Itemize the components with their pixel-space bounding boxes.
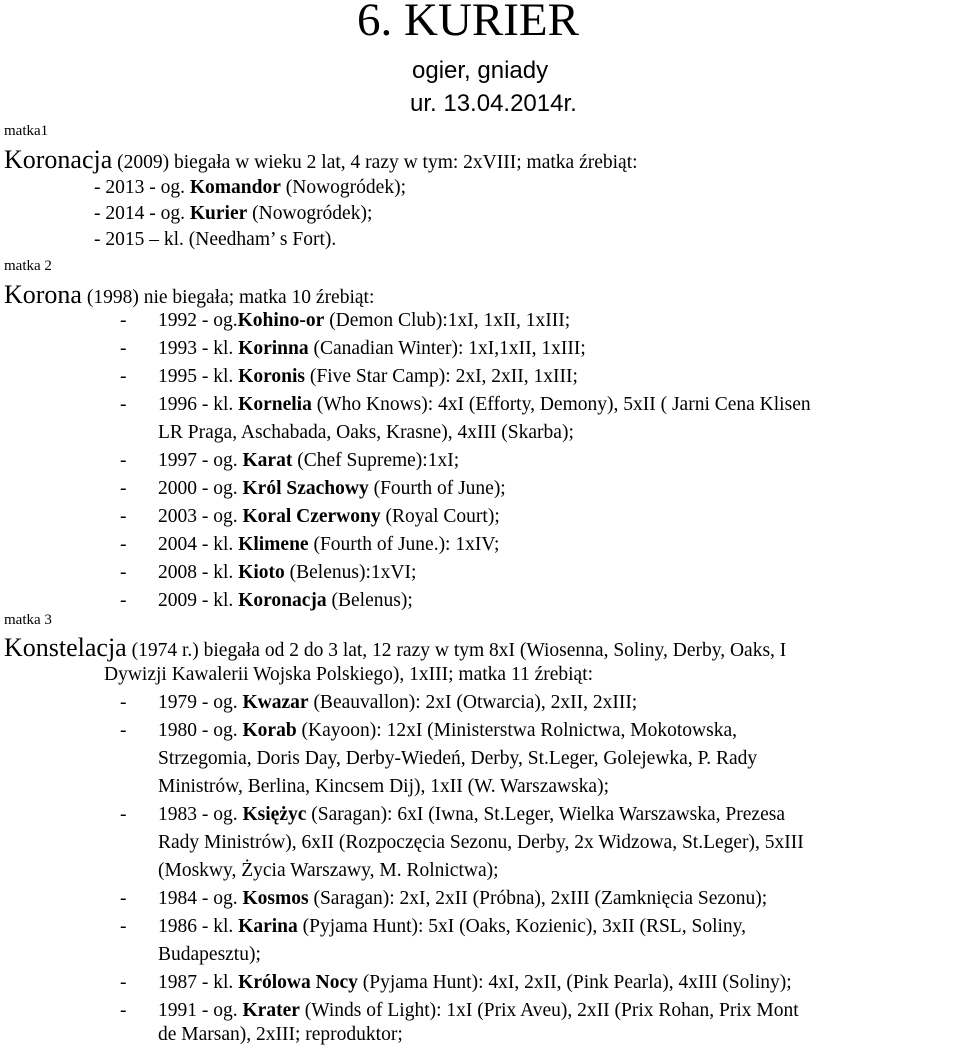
foal-info-continued: Budapesztu); bbox=[158, 944, 261, 965]
foal-name: Kioto bbox=[238, 562, 285, 583]
foal-info: (Canadian Winter): 1xI,1xII, 1xIII; bbox=[308, 338, 586, 359]
dam3-foal bbox=[158, 804, 785, 826]
dam1-heading bbox=[4, 145, 638, 175]
list-dash: - bbox=[120, 916, 127, 937]
foal-info: (Five Star Camp): 2xI, 2xII, 1xIII; bbox=[305, 366, 578, 387]
list-dash: - bbox=[120, 534, 127, 555]
foal-info: (Chef Supreme):1xI; bbox=[292, 450, 460, 471]
list-dash: - bbox=[120, 804, 127, 825]
foal-info: (Pyjama Hunt): 4xI, 2xII, (Pink Pearla), 4xIII (Soliny); bbox=[357, 972, 792, 993]
foal-name: Kurier bbox=[189, 203, 248, 224]
dam3-desc-continued: Dywizji Kawalerii Wojska Polskiego), 1xIII; matka 11 źrebiąt: bbox=[104, 664, 594, 685]
dam1-foal bbox=[94, 177, 406, 199]
foal-info-continued: Strzegomia, Doris Day, Derby-Wiedeń, Derby, St.Leger, Golejewka, P. Rady bbox=[158, 748, 758, 769]
foal-year: 2003 - og. bbox=[158, 506, 243, 527]
foal-info: (Beauvallon): 2xI (Otwarcia), 2xII, 2xIII; bbox=[308, 692, 638, 713]
foal-name: Kohino-or bbox=[237, 310, 325, 331]
foal-info: (Saragan): 6xI (Iwna, St.Leger, Wielka Warszawska, Prezesa bbox=[306, 804, 785, 825]
dam2-foal bbox=[158, 450, 459, 472]
list-dash: - bbox=[120, 720, 127, 741]
foal-name: Królowa Nocy bbox=[238, 972, 358, 993]
foal-info-continued: (Moskwy, Życia Warszawy, M. Rolnictwa); bbox=[158, 860, 499, 881]
foal-year: 2009 - kl. bbox=[158, 590, 239, 611]
foal-year: 1992 - og. bbox=[158, 310, 238, 331]
foal-info: (Belenus):1xVI; bbox=[284, 562, 417, 583]
foal-info: (Demon Club):1xI, 1xII, 1xIII; bbox=[324, 310, 571, 331]
list-dash: - bbox=[120, 972, 127, 993]
foal-year: 1996 - kl. bbox=[158, 394, 239, 415]
foal-name: Kornelia bbox=[238, 394, 312, 415]
list-dash: - bbox=[120, 590, 127, 611]
foal-name: Korab bbox=[242, 720, 297, 741]
foal-info-continued: Ministrów, Berlina, Kincsem Dij), 1xII (W. Warszawska); bbox=[158, 776, 609, 797]
foal-info: (Who Knows): 4xI (Efforty, Demony), 5xII ( Jarni Cena Klisen bbox=[311, 394, 811, 415]
list-dash: - bbox=[120, 450, 127, 471]
foal-info-continued: de Marsan), 2xIII; reproduktor; bbox=[158, 1024, 403, 1045]
dam2-foal bbox=[158, 478, 506, 500]
foal-year: 1983 - og. bbox=[158, 804, 243, 825]
foal-year: 1980 - og. bbox=[158, 720, 243, 741]
dam2-label: matka 2 bbox=[4, 258, 52, 274]
foal-info: (Fourth of June.): 1xIV; bbox=[308, 534, 500, 555]
foal-year: 2004 - kl. bbox=[158, 534, 239, 555]
foal-name: Klimene bbox=[238, 534, 309, 555]
foal-info: (Fourth of June); bbox=[368, 478, 506, 499]
foal-name: Karat bbox=[242, 450, 293, 471]
foal-name: Koral Czerwony bbox=[242, 506, 381, 527]
foal-info: (Pyjama Hunt): 5xI (Oaks, Kozienic), 3xII (RSL, Soliny, bbox=[297, 916, 747, 937]
list-dash: - bbox=[120, 888, 127, 909]
foal-name: Karina bbox=[238, 916, 298, 937]
horse-birthdate: ur. 13.04.2014r. bbox=[410, 90, 577, 117]
dam3-foal bbox=[158, 888, 767, 910]
foal-year: 1987 - kl. bbox=[158, 972, 239, 993]
foal-info: (Saragan): 2xI, 2xII (Próbna), 2xIII (Zamknięcia Sezonu); bbox=[308, 888, 768, 909]
foal-name: Korinna bbox=[238, 338, 309, 359]
dam2-foal bbox=[158, 366, 578, 388]
foal-info: (Kayoon): 12xI (Ministerstwa Rolnictwa, Mokotowska, bbox=[296, 720, 737, 741]
dam1-label: matka1 bbox=[4, 123, 49, 139]
foal-info: (Royal Court); bbox=[380, 506, 500, 527]
foal-info: (Nowogródek); bbox=[247, 203, 373, 224]
foal-year: 1991 - og. bbox=[158, 1000, 243, 1021]
dam2-foal bbox=[158, 590, 413, 612]
foal-year: 1993 - kl. bbox=[158, 338, 239, 359]
page-title: 6. KURIER bbox=[357, 0, 579, 46]
dam3-foal bbox=[158, 692, 637, 714]
foal-name: Krater bbox=[242, 1000, 300, 1021]
dam3-label: matka 3 bbox=[4, 612, 52, 628]
dam3-foal bbox=[158, 916, 746, 938]
foal-year: - 2014 - og. bbox=[94, 203, 190, 224]
dam2-desc: (1998) nie biegała; matka 10 źrebiąt: bbox=[81, 287, 375, 308]
foal-name: Król Szachowy bbox=[242, 478, 369, 499]
foal-year: 1984 - og. bbox=[158, 888, 243, 909]
foal-year: - 2015 – kl. (Needham’ s Fort). bbox=[94, 229, 337, 250]
horse-sex-color: ogier, gniady bbox=[412, 57, 549, 84]
dam2-foal bbox=[158, 562, 416, 584]
dam2-heading bbox=[4, 280, 374, 310]
dam2-foal bbox=[158, 534, 499, 556]
dam2-foal bbox=[158, 310, 570, 332]
list-dash: - bbox=[120, 366, 127, 387]
dam1-name: Koronacja bbox=[4, 145, 113, 174]
dam1-desc: (2009) biegała w wieku 2 lat, 4 razy w tym: 2xVIII; matka źrebiąt: bbox=[112, 152, 638, 173]
foal-year: 1979 - og. bbox=[158, 692, 243, 713]
foal-year: - 2013 - og. bbox=[94, 177, 190, 198]
list-dash: - bbox=[120, 506, 127, 527]
dam1-foal bbox=[94, 229, 336, 251]
dam3-foal bbox=[158, 720, 737, 742]
dam2-foal bbox=[158, 394, 811, 416]
foal-year: 1986 - kl. bbox=[158, 916, 239, 937]
dam3-foal bbox=[158, 972, 792, 994]
foal-name: Księżyc bbox=[242, 804, 307, 825]
foal-info: (Belenus); bbox=[326, 590, 413, 611]
foal-name: Komandor bbox=[189, 177, 281, 198]
foal-year: 2000 - og. bbox=[158, 478, 243, 499]
foal-name: Kosmos bbox=[242, 888, 309, 909]
foal-year: 1997 - og. bbox=[158, 450, 243, 471]
dam3-desc: (1974 r.) biegała od 2 do 3 lat, 12 razy w tym 8xI (Wiosenna, Soliny, Derby, Oaks, I bbox=[126, 640, 787, 661]
foal-info: (Winds of Light): 1xI (Prix Aveu), 2xII (Prix Rohan, Prix Mont bbox=[299, 1000, 799, 1021]
dam3-name: Konstelacja bbox=[4, 633, 127, 662]
dam3-foal bbox=[158, 1000, 799, 1022]
dam1-foal bbox=[94, 203, 372, 225]
foal-info-continued: LR Praga, Aschabada, Oaks, Krasne), 4xIII (Skarba); bbox=[158, 422, 574, 443]
foal-name: Kwazar bbox=[242, 692, 309, 713]
list-dash: - bbox=[120, 310, 127, 331]
dam2-name: Korona bbox=[4, 280, 82, 309]
list-dash: - bbox=[120, 562, 127, 583]
foal-info-continued: Rady Ministrów), 6xII (Rozpoczęcia Sezonu, Derby, 2x Widzowa, St.Leger), 5xIII bbox=[158, 832, 804, 853]
foal-name: Koronis bbox=[238, 366, 305, 387]
list-dash: - bbox=[120, 1000, 127, 1021]
dam3-heading bbox=[4, 633, 786, 663]
foal-year: 2008 - kl. bbox=[158, 562, 239, 583]
dam2-foal bbox=[158, 506, 500, 528]
dam2-foal bbox=[158, 338, 586, 360]
foal-info: (Nowogródek); bbox=[280, 177, 406, 198]
foal-year: 1995 - kl. bbox=[158, 366, 239, 387]
list-dash: - bbox=[120, 338, 127, 359]
list-dash: - bbox=[120, 478, 127, 499]
list-dash: - bbox=[120, 394, 127, 415]
list-dash: - bbox=[120, 692, 127, 713]
foal-name: Koronacja bbox=[238, 590, 327, 611]
